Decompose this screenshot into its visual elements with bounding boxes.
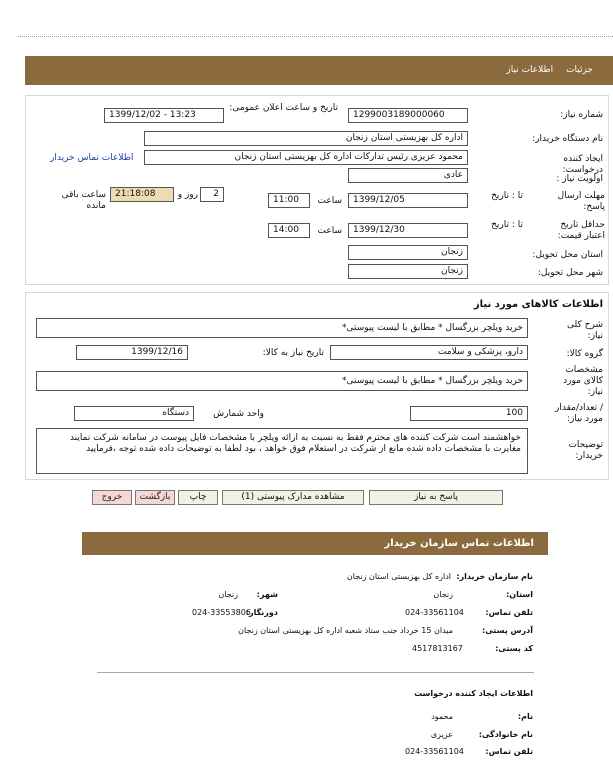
priority-label: اولویت نیاز :	[556, 174, 603, 184]
need-date-label: تاریخ نیاز به کالا:	[262, 348, 324, 358]
goods-section-title: اطلاعات کالاهای مورد نیاز	[473, 299, 603, 310]
group-field: دارو، پزشکی و سلامت	[330, 345, 528, 360]
contact-postal-value: 4517813167	[412, 644, 463, 653]
top-dotted-divider	[18, 36, 613, 37]
buyer-contact-link[interactable]: اطلاعات تماس خریدار	[50, 153, 134, 163]
remaining-suffix-start: ساعت باقی مانده	[61, 190, 106, 211]
top-nav-bar	[25, 56, 613, 85]
contact-divider	[97, 672, 534, 673]
contact-address-value: میدان 15 خرداد جنب ستاد شعبه اداره کل بهزیستی استان زنجان	[238, 626, 453, 635]
group-label: گروه کالا:	[566, 349, 603, 359]
validity-date-field: 1399/12/30	[348, 223, 468, 238]
org-name-value: اداره کل بهزیستی استان زنجان	[346, 572, 451, 581]
tab-need-info[interactable]: اطلاعات نیاز	[506, 65, 554, 75]
creator-last-name-value: عزیزی	[430, 730, 453, 739]
validity-time-field: 14:00	[268, 223, 310, 238]
province-field: زنجان	[348, 245, 468, 260]
remaining-time-field: 21:18:08	[110, 187, 174, 202]
creator-phone-label: تلفن تماس:	[485, 747, 533, 756]
deadline-label: مهلت ارسال پاسخ:	[557, 191, 605, 212]
back-button[interactable]: بازگشت	[135, 490, 175, 505]
notes-field: خواهشمند است شرکت کننده های محترم فقط به نسبت به ارائه ویلچر با مشخصات فایل پیوست در سامانه شرکت نمایند مغایرت با مشخصات داده شده مانع از شرکت در استعلام فوق خواهد ، بود لطفا به توضیحات داده شده توجه ،فرمایید	[36, 428, 528, 474]
requester-field: محمود عزیزی رئیس تدارکات اداره کل بهزیستی استان زنجان	[144, 150, 468, 165]
need-number-field: 1299003189000060	[348, 108, 468, 123]
creator-first-name-label: نام:	[517, 712, 533, 721]
need-number-label: شماره نیاز:	[560, 110, 603, 120]
creator-first-name-value: محمود	[431, 712, 453, 721]
buyer-org-field: اداره کل بهزیستی استان زنجان	[144, 131, 468, 146]
contact-header-bar	[82, 532, 548, 555]
contact-phone-value: 024-33561104	[405, 608, 464, 617]
org-name-label: نام سازمان خریدار:	[456, 572, 533, 581]
priority-field: عادی	[348, 168, 468, 183]
creator-last-name-label: نام خانوادگی:	[478, 730, 533, 739]
contact-fax-label: دورنگار:	[245, 608, 278, 617]
validity-to-date-label: تا : تاریخ	[491, 220, 523, 230]
quantity-label: / تعداد/مقدار مورد نیاز:	[555, 403, 603, 424]
deadline-time-label: ساعت	[317, 196, 342, 206]
contact-phone-label: تلفن تماس:	[485, 608, 533, 617]
summary-field: خرید ویلچر بزرگسال * مطابق با لیست پیوستی*	[36, 318, 528, 338]
contact-address-label: آدرس پستی:	[482, 626, 533, 635]
specs-field: خرید ویلچر بزرگسال * مطابق با لیست پیوستی*	[36, 371, 528, 391]
creator-title: اطلاعات ایجاد کننده درخواست	[414, 689, 533, 698]
contact-province-value: زنجان	[433, 590, 453, 599]
contact-fax-value: 024-33553806	[192, 608, 251, 617]
exit-button[interactable]: خروج	[92, 490, 132, 505]
contact-city-value: زنجان	[218, 590, 238, 599]
city-label: شهر محل تحویل:	[537, 268, 603, 278]
buyer-org-label: نام دستگاه خریدار:	[532, 134, 603, 144]
quantity-field: 100	[410, 406, 528, 421]
reply-button[interactable]: پاسخ به نیاز	[369, 490, 503, 505]
contact-province-label: استان:	[506, 590, 533, 599]
validity-time-label: ساعت	[317, 226, 342, 236]
creator-phone-value: 024-33561104	[405, 747, 464, 756]
need-date-field: 1399/12/16	[76, 345, 188, 360]
print-button[interactable]: چاپ	[178, 490, 218, 505]
day-and-label: روز و	[177, 190, 198, 200]
tab-details[interactable]: جزئیات	[566, 65, 593, 75]
requester-label: ایجاد کننده درخواست:	[562, 154, 603, 175]
unit-field: دستگاه	[74, 406, 194, 421]
validity-label: حداقل تاریخ اعتبار قیمت:	[557, 220, 605, 241]
unit-label: واحد شمارش	[213, 409, 264, 419]
summary-label: شرح کلی نیاز:	[567, 320, 603, 341]
contact-title: اطلاعات تماس سازمان خریدار	[384, 538, 534, 549]
announce-date-label: تاریخ و ساعت اعلان عمومی:	[229, 103, 338, 113]
contact-postal-label: کد پستی:	[495, 644, 533, 653]
province-label: استان محل تحویل:	[532, 250, 603, 260]
deadline-to-date-label: تا : تاریخ	[491, 191, 523, 201]
remaining-days-field: 2	[200, 187, 224, 202]
attachments-button[interactable]: مشاهده مدارک پیوستی (1)	[222, 490, 364, 505]
deadline-time-field: 11:00	[268, 193, 310, 208]
specs-label: مشخصات کالای مورد نیاز:	[563, 365, 603, 397]
deadline-date-field: 1399/12/05	[348, 193, 468, 208]
city-field: زنجان	[348, 264, 468, 279]
contact-city-label: شهر:	[256, 590, 278, 599]
notes-label: توضیحات خریدار:	[568, 440, 603, 461]
announce-date-field: 1399/12/02 - 13:23	[104, 108, 224, 123]
